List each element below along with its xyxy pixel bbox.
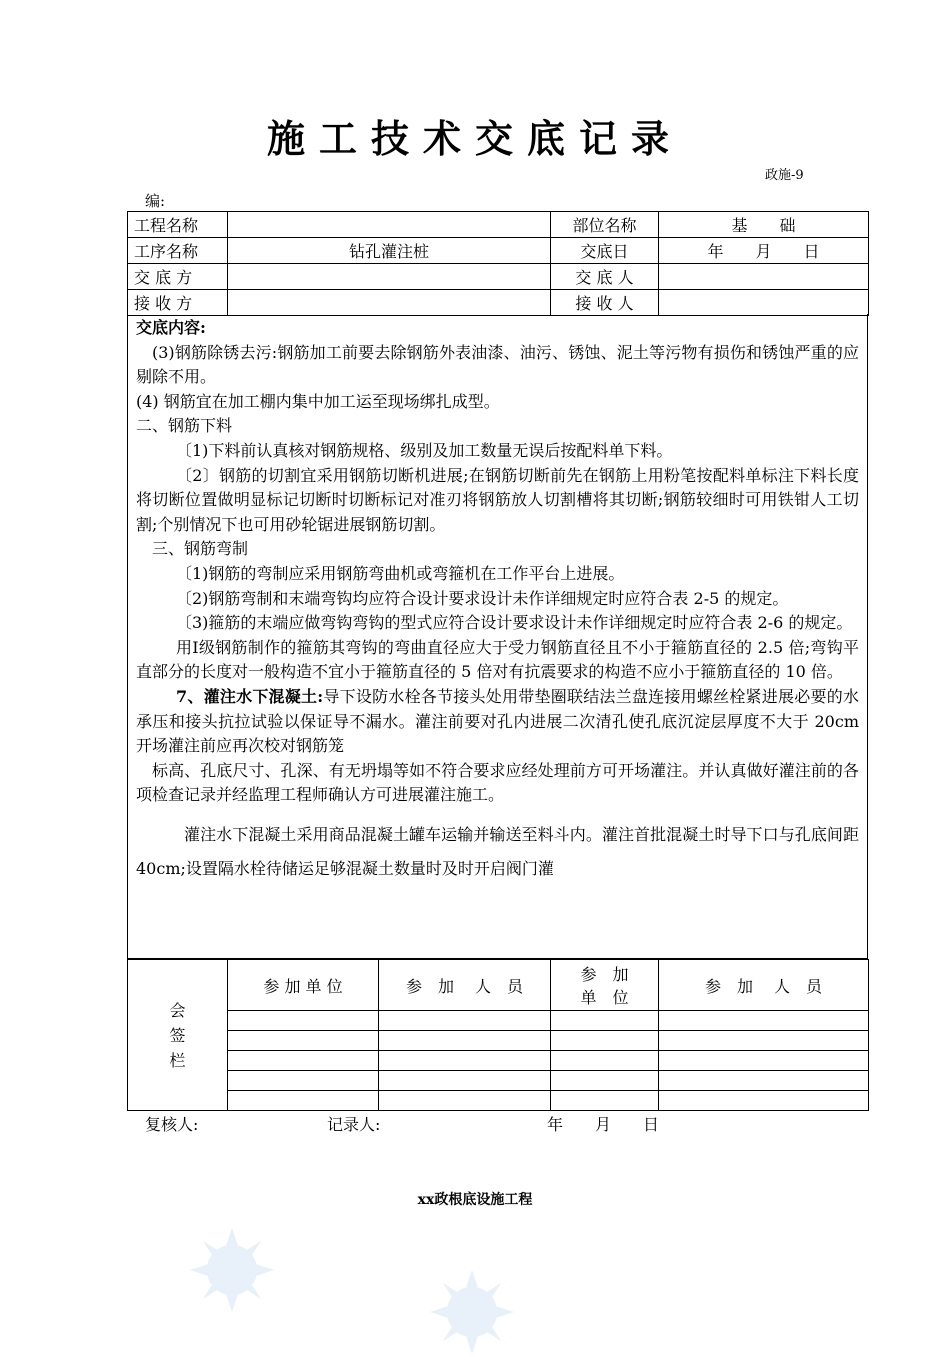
document-title: 施工技术交底记录 (266, 116, 683, 161)
sign-cell[interactable] (228, 1071, 379, 1091)
sign-cell[interactable] (659, 1011, 869, 1031)
table-row (128, 212, 869, 238)
sign-cell[interactable] (228, 1011, 379, 1031)
footer-date-label: 年 月 日 (547, 1115, 660, 1134)
sign-cell[interactable] (379, 1071, 551, 1091)
sign-cell[interactable] (659, 1071, 869, 1091)
content-paragraph (136, 685, 859, 759)
sign-cell[interactable] (228, 1051, 379, 1071)
col-header-unit-2: 参 加 单 位 (551, 960, 659, 1011)
sign-cell[interactable] (379, 1051, 551, 1071)
receiver-person-label: 接 收 人 (551, 290, 659, 316)
table-row (128, 1091, 869, 1111)
section-heading: 三、钢筋弯制 (152, 539, 249, 559)
content-heading: 交底内容: (136, 318, 206, 337)
table-row (128, 264, 869, 290)
sign-cell[interactable] (659, 1091, 869, 1111)
signature-table (127, 959, 869, 1111)
table-row (128, 1031, 869, 1051)
table-row (128, 238, 869, 264)
table-row (128, 960, 869, 1011)
content-paragraph: 标高、孔底尺寸、孔深、有无坍塌等如不符合要求应经处理前方可开场灌注。并认真做好灌注前的各项检查记录并经监理工程师确认方可进展灌注施工。 (136, 760, 859, 805)
part-name-label: 部位名称 (551, 212, 659, 238)
content-paragraph: 〔2〕钢筋的切割宜采用钢筋切断机进展;在钢筋切断前先在钢筋上用粉笔按配料单标注下料长度将切断位置做明显标记切断时切断标记对准刃将钢筋放人切割槽将其切断;钢筋较细时可用铁钳人工切割;个别情况下也可用砂轮锯进展钢筋切割。 (136, 465, 859, 534)
sign-cell[interactable] (551, 1091, 659, 1111)
date-field[interactable]: 年 月 日 (659, 238, 869, 264)
reviewer-label: 复核人: (145, 1115, 199, 1134)
sign-cell[interactable] (551, 1031, 659, 1051)
sign-cell[interactable] (659, 1051, 869, 1071)
sign-cell[interactable] (659, 1031, 869, 1051)
content-paragraph: 用Ⅰ级钢筋制作的箍筋其弯钩的弯曲直径应大于受力钢筋直径且不小于箍筋直径的 2.5 倍;弯钩平直部分的长度对一般构造不宜小于箍筋直径的 5 倍对有抗震要求的构造不应小于箍筋直径的 10 倍。 (136, 637, 859, 682)
content-paragraph: (4) 钢筋宜在加工棚内集中加工运至现场绑扎成型。 (136, 391, 500, 411)
receiver-party-field[interactable] (228, 290, 551, 316)
content-paragraph: (3)钢筋除锈去污:钢筋加工前要去除钢筋外表油漆、油污、锈蚀、泥土等污物有损伤和锈蚀严重的应剔除不用。 (136, 342, 859, 387)
discloser-person-field[interactable] (659, 264, 869, 290)
sign-cell[interactable] (379, 1031, 551, 1051)
discloser-party-field[interactable] (228, 264, 551, 290)
snowflake-watermark-icon (190, 1228, 274, 1312)
project-name-field[interactable] (228, 212, 551, 238)
recorder-label: 记录人: (327, 1115, 381, 1134)
organization-name: xx政根底设施工程 (417, 1192, 533, 1208)
info-table (127, 211, 869, 316)
sign-cell[interactable] (551, 1011, 659, 1031)
sign-cell[interactable] (228, 1091, 379, 1111)
col-header-people-2: 参 加 人 员 (659, 960, 869, 1011)
part-name-field[interactable]: 基 础 (659, 212, 869, 238)
sign-cell[interactable] (379, 1091, 551, 1111)
sign-cell[interactable] (551, 1071, 659, 1091)
disclosure-content (127, 314, 868, 959)
section-heading: 二、钢筋下料 (136, 416, 233, 436)
col-header-people: 参 加 人 员 (379, 960, 551, 1011)
discloser-person-label: 交 底 人 (551, 264, 659, 290)
signature-side-label: 会 签 栏 (128, 960, 228, 1111)
content-paragraph: 〔1)下料前认真核对钢筋规格、级别及加工数量无误后按配料单下料。 (176, 440, 673, 460)
content-paragraph: 灌注水下混凝土采用商品混凝土罐车运输并输送至料斗内。灌注首批混凝土时导下口与孔底间距 40cm;设置隔水栓待储运足够混凝土数量时及时开启阀门灌 (136, 824, 859, 878)
snowflake-watermark-icon (430, 1270, 514, 1354)
content-paragraph: 〔1)钢筋的弯制应采用钢筋弯曲机或弯箍机在工作平台上进展。 (176, 563, 625, 583)
sign-cell[interactable] (551, 1051, 659, 1071)
table-row (128, 1011, 869, 1031)
table-row (128, 290, 869, 316)
date-label: 交底日 (551, 238, 659, 264)
step-text: 导下设防水栓各节接头处用带垫圈联结法兰盘连接用螺丝栓紧进展必要的水承压和接头抗拉试验以保证导不漏水。灌注前要对孔内进展二次清孔使孔底沉淀层厚度不大于 20cm 开场灌注前应再次校对钢筋笼 (136, 686, 859, 756)
table-row (128, 1051, 869, 1071)
receiver-person-field[interactable] (659, 290, 869, 316)
receiver-party-label: 接 收 方 (128, 290, 228, 316)
sign-cell[interactable] (379, 1011, 551, 1031)
table-row (128, 1071, 869, 1091)
col-header-unit: 参 加 单 位 (228, 960, 379, 1011)
sign-cell[interactable] (228, 1031, 379, 1051)
serial-label: 编: (145, 192, 166, 210)
process-name-label: 工序名称 (128, 238, 228, 264)
step-label: 7、灌注水下混凝土: (176, 686, 324, 706)
content-paragraph: 〔3)箍筋的末端应做弯钩弯钩的型式应符合设计要求设计未作详细规定时应符合表 2-6 的规定。 (176, 613, 853, 633)
project-name-label: 工程名称 (128, 212, 228, 238)
form-code: 政施-9 (765, 168, 804, 183)
content-paragraph: 〔2)钢筋弯制和末端弯钩均应符合设计要求设计未作详细规定时应符合表 2-5 的规定。 (176, 588, 789, 608)
process-name-field[interactable]: 钻孔灌注桩 (228, 238, 551, 264)
discloser-party-label: 交 底 方 (128, 264, 228, 290)
